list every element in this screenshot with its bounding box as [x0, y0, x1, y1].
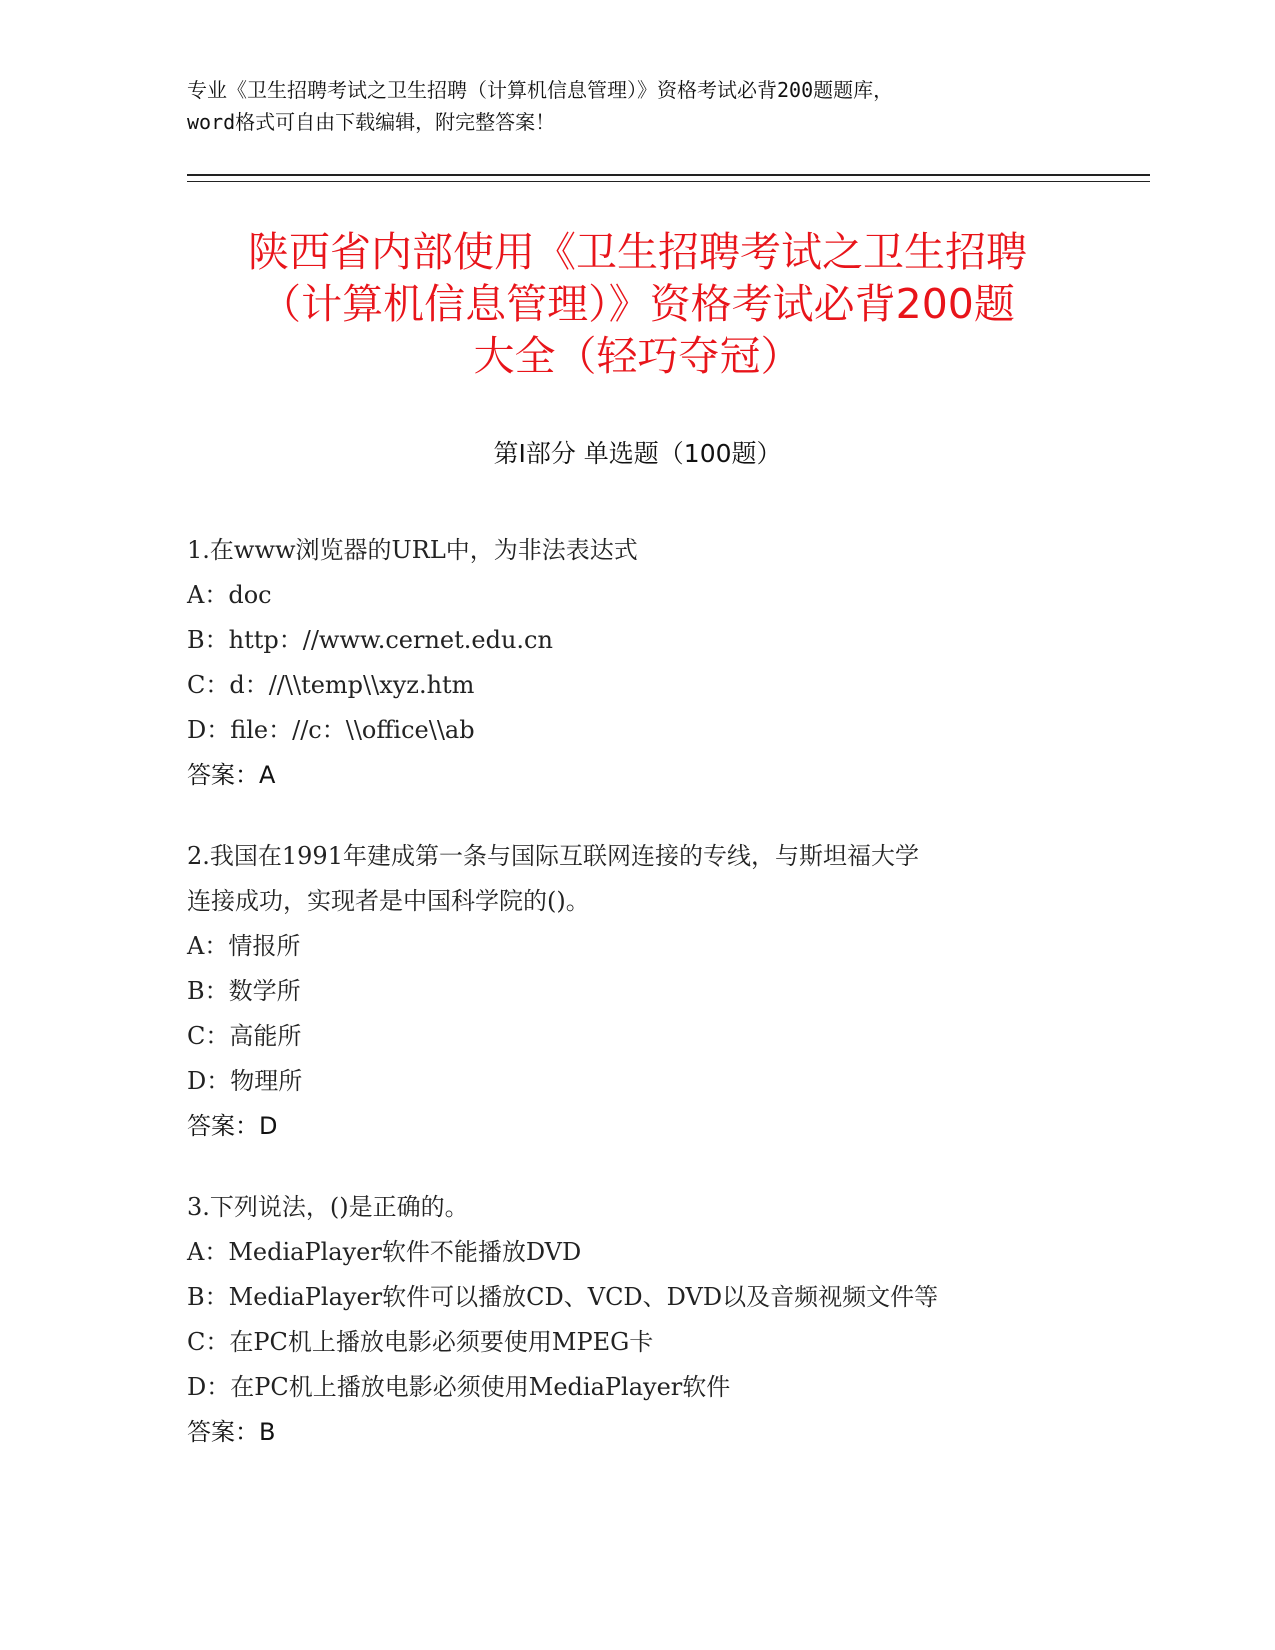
answer: 答案：D	[187, 1112, 278, 1140]
header-rule-thin	[187, 181, 1150, 182]
question-stem-line: 1.在www浏览器的URL中，为非法表达式	[187, 536, 638, 564]
question-stem	[187, 1185, 1087, 1230]
answer: 答案：A	[187, 761, 276, 789]
header-note-line-2: word格式可自由下载编辑，附完整答案！	[187, 110, 556, 134]
option-b: B：http：//www.cernet.edu.cn	[187, 626, 553, 654]
option-d: D：file：//c：\\office\\ab	[187, 716, 475, 744]
option-c: C：在PC机上播放电影必须要使用MPEG卡	[187, 1328, 654, 1356]
title-line-3: 大全（轻巧夺冠）	[473, 332, 802, 380]
answer: 答案：B	[187, 1418, 276, 1446]
header-rule-thick	[187, 174, 1150, 176]
question-1	[187, 528, 1087, 798]
option-a: A：MediaPlayer软件不能播放DVD	[187, 1238, 582, 1266]
question-stem-line: 2.我国在1991年建成第一条与国际互联网连接的专线，与斯坦福大学	[187, 842, 919, 870]
option-a: A：情报所	[187, 932, 301, 960]
option-d: D：物理所	[187, 1067, 303, 1095]
document-title	[150, 226, 1125, 382]
section-heading: 第Ⅰ部分 单选题（100题）	[493, 439, 782, 468]
option-b: B：数学所	[187, 977, 301, 1005]
option-b: B：MediaPlayer软件可以播放CD、VCD、DVD以及音频视频文件等	[187, 1283, 939, 1311]
question-list	[187, 528, 1087, 1491]
header-note-line-1: 专业《卫生招聘考试之卫生招聘（计算机信息管理）》资格考试必背200题题库，	[187, 78, 894, 102]
option-c: C：d：//\\temp\\xyz.htm	[187, 671, 475, 699]
option-c: C：高能所	[187, 1022, 302, 1050]
question-stem-line: 3.下列说法，()是正确的。	[187, 1193, 469, 1221]
question-stem-line: 连接成功，实现者是中国科学院的()。	[187, 887, 590, 915]
header-note	[187, 74, 1087, 138]
question-stem	[187, 528, 1087, 573]
question-2	[187, 834, 1087, 1149]
title-line-1: 陕西省内部使用《卫生招聘考试之卫生招聘	[248, 228, 1027, 276]
option-d: D：在PC机上播放电影必须使用MediaPlayer软件	[187, 1373, 731, 1401]
title-line-2: （计算机信息管理）》资格考试必背200题	[260, 280, 1015, 328]
question-3	[187, 1185, 1087, 1455]
option-a: A：doc	[187, 581, 272, 609]
question-stem	[187, 834, 1087, 924]
